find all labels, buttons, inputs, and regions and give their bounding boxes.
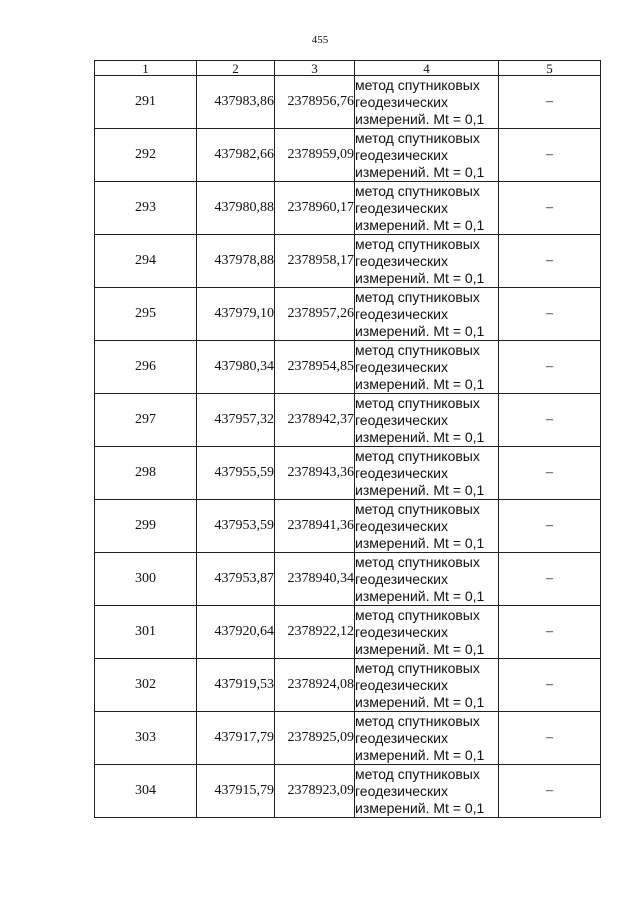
method-line: измерений. Mt = 0,1 [355, 534, 485, 551]
point-number-cell: 300 [95, 553, 197, 606]
note-cell: – [499, 712, 601, 765]
point-number-cell: 292 [95, 129, 197, 182]
table-row [95, 553, 601, 606]
coordinate-y-cell: 2378943,36 [275, 447, 355, 500]
method-cell [355, 76, 499, 129]
note-cell: – [499, 394, 601, 447]
method-cell [355, 606, 499, 659]
method-line: геодезических [355, 623, 448, 640]
point-number-cell: 296 [95, 341, 197, 394]
method-line: метод спутниковых [355, 76, 480, 93]
method-line: измерений. Mt = 0,1 [355, 216, 485, 233]
coordinate-x-cell: 437980,88 [197, 182, 275, 235]
method-line: измерений. Mt = 0,1 [355, 322, 485, 339]
table-row [95, 129, 601, 182]
method-line: измерений. Mt = 0,1 [355, 481, 485, 498]
point-number-cell: 299 [95, 500, 197, 553]
coordinate-x-cell: 437957,32 [197, 394, 275, 447]
point-number-cell: 304 [95, 765, 197, 818]
method-cell [355, 394, 499, 447]
coordinate-y-cell: 2378941,36 [275, 500, 355, 553]
method-cell [355, 182, 499, 235]
method-line: геодезических [355, 305, 448, 322]
table-row [95, 606, 601, 659]
coordinate-y-cell: 2378957,26 [275, 288, 355, 341]
note-cell: – [499, 500, 601, 553]
note-cell: – [499, 235, 601, 288]
method-line: метод спутниковых [355, 341, 480, 358]
header-col-4: 4 [355, 61, 499, 76]
method-line: метод спутниковых [355, 553, 480, 570]
note-cell: – [499, 76, 601, 129]
method-cell [355, 500, 499, 553]
note-cell: – [499, 129, 601, 182]
coordinate-y-cell: 2378924,08 [275, 659, 355, 712]
point-number-cell: 301 [95, 606, 197, 659]
note-cell: – [499, 341, 601, 394]
method-line: геодезических [355, 146, 448, 163]
method-line: метод спутниковых [355, 765, 480, 782]
note-cell: – [499, 606, 601, 659]
method-line: геодезических [355, 729, 448, 746]
method-line: геодезических [355, 464, 448, 481]
method-line: измерений. Mt = 0,1 [355, 428, 485, 445]
coordinate-x-cell: 437980,34 [197, 341, 275, 394]
note-cell: – [499, 447, 601, 500]
method-cell [355, 765, 499, 818]
method-line: измерений. Mt = 0,1 [355, 269, 485, 286]
header-col-5: 5 [499, 61, 601, 76]
method-cell [355, 129, 499, 182]
coordinate-x-cell: 437953,87 [197, 553, 275, 606]
table-row [95, 712, 601, 765]
coordinates-table [94, 60, 601, 818]
header-col-3: 3 [275, 61, 355, 76]
coordinate-x-cell: 437953,59 [197, 500, 275, 553]
point-number-cell: 302 [95, 659, 197, 712]
page-number: 455 [311, 34, 329, 46]
table-row [95, 447, 601, 500]
method-line: метод спутниковых [355, 288, 480, 305]
method-line: измерений. Mt = 0,1 [355, 746, 485, 763]
method-line: геодезических [355, 570, 448, 587]
point-number-cell: 298 [95, 447, 197, 500]
coordinate-x-cell: 437978,88 [197, 235, 275, 288]
coordinate-y-cell: 2378942,37 [275, 394, 355, 447]
coordinate-y-cell: 2378954,85 [275, 341, 355, 394]
header-col-2: 2 [197, 61, 275, 76]
point-number-cell: 294 [95, 235, 197, 288]
note-cell: – [499, 553, 601, 606]
coordinate-x-cell: 437920,64 [197, 606, 275, 659]
point-number-cell: 293 [95, 182, 197, 235]
method-cell [355, 553, 499, 606]
method-line: измерений. Mt = 0,1 [355, 799, 485, 816]
coordinate-y-cell: 2378960,17 [275, 182, 355, 235]
method-cell [355, 341, 499, 394]
note-cell: – [499, 182, 601, 235]
method-cell [355, 235, 499, 288]
method-line: измерений. Mt = 0,1 [355, 110, 485, 127]
table-row [95, 659, 601, 712]
table-row [95, 394, 601, 447]
table-row [95, 76, 601, 129]
table-row [95, 235, 601, 288]
coordinate-y-cell: 2378956,76 [275, 76, 355, 129]
method-line: метод спутниковых [355, 712, 480, 729]
point-number-cell: 303 [95, 712, 197, 765]
method-cell [355, 288, 499, 341]
coordinate-y-cell: 2378959,09 [275, 129, 355, 182]
point-number-cell: 291 [95, 76, 197, 129]
method-line: измерений. Mt = 0,1 [355, 587, 485, 604]
method-line: измерений. Mt = 0,1 [355, 693, 485, 710]
method-line: геодезических [355, 517, 448, 534]
coordinate-y-cell: 2378923,09 [275, 765, 355, 818]
method-line: геодезических [355, 676, 448, 693]
point-number-cell: 295 [95, 288, 197, 341]
method-line: геодезических [355, 411, 448, 428]
coordinate-x-cell: 437982,66 [197, 129, 275, 182]
coordinate-x-cell: 437955,59 [197, 447, 275, 500]
method-line: измерений. Mt = 0,1 [355, 163, 485, 180]
method-line: геодезических [355, 199, 448, 216]
coordinate-x-cell: 437979,10 [197, 288, 275, 341]
coordinate-x-cell: 437919,53 [197, 659, 275, 712]
method-line: метод спутниковых [355, 447, 480, 464]
note-cell: – [499, 659, 601, 712]
table-row [95, 341, 601, 394]
method-line: метод спутниковых [355, 394, 480, 411]
method-line: измерений. Mt = 0,1 [355, 375, 485, 392]
method-line: метод спутниковых [355, 500, 480, 517]
table-row [95, 182, 601, 235]
coordinate-x-cell: 437915,79 [197, 765, 275, 818]
table-row [95, 500, 601, 553]
method-line: метод спутниковых [355, 606, 480, 623]
table-row [95, 288, 601, 341]
coordinate-y-cell: 2378925,09 [275, 712, 355, 765]
method-cell [355, 659, 499, 712]
method-line: метод спутниковых [355, 182, 480, 199]
coordinate-x-cell: 437917,79 [197, 712, 275, 765]
note-cell: – [499, 288, 601, 341]
table-header-row [95, 61, 601, 76]
method-line: геодезических [355, 252, 448, 269]
table-row [95, 765, 601, 818]
method-cell [355, 447, 499, 500]
method-line: метод спутниковых [355, 129, 480, 146]
method-line: метод спутниковых [355, 235, 480, 252]
coordinate-y-cell: 2378922,12 [275, 606, 355, 659]
note-cell: – [499, 765, 601, 818]
method-line: геодезических [355, 782, 448, 799]
coordinate-y-cell: 2378958,17 [275, 235, 355, 288]
method-line: измерений. Mt = 0,1 [355, 640, 485, 657]
coordinate-y-cell: 2378940,34 [275, 553, 355, 606]
coordinate-x-cell: 437983,86 [197, 76, 275, 129]
header-col-1: 1 [95, 61, 197, 76]
point-number-cell: 297 [95, 394, 197, 447]
method-line: метод спутниковых [355, 659, 480, 676]
method-line: геодезических [355, 358, 448, 375]
method-line: геодезических [355, 93, 448, 110]
method-cell [355, 712, 499, 765]
